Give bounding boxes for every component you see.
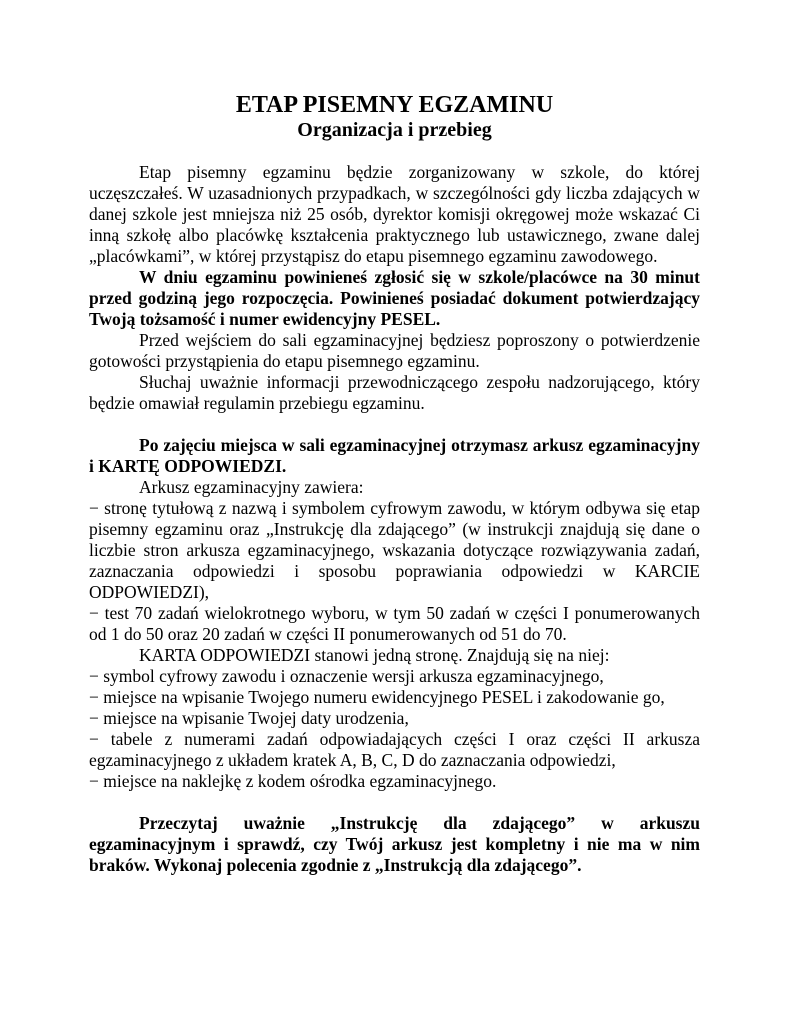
paragraph-readiness-confirmation: Przed wejściem do sali egzaminacyjnej będziesz poproszony o potwierdzenie gotowości przystąpienia do etapu pisemnego egzaminu. [89,330,700,371]
paragraph-receive-materials: Po zajęciu miejsca w sali egzaminacyjnej otrzymasz arkusz egzaminacyjny i KARTĘ ODPOWIEDZI. [89,435,700,476]
paragraph-sheet-contents-intro: Arkusz egzaminacyjny zawiera: [139,477,364,497]
list-item-pesel-field: − miejsce na wpisanie Twojego numeru ewidencyjnego PESEL i zakodowanie go, [89,687,665,707]
list-item-center-sticker: − miejsce na naklejkę z kodem ośrodka egzaminacyjnego. [89,771,497,791]
paragraph-spacer [89,414,700,435]
paragraph-read-instructions: Przeczytaj uważnie „Instrukcję dla zdającego” w arkuszu egzaminacyjnym i sprawdź, czy Twój arkusz jest kompletny i nie ma w nim braków. Wykonaj polecenia zgodnie z „Instrukcją dla zdającego”. [89,813,700,875]
document-page [89,92,700,876]
paragraph-exam-location: Etap pisemny egzaminu będzie zorganizowany w szkole, do której uczęszczałeś. W uzasadnionych przypadkach, w szczególności gdy liczba zdających w danej szkole jest mniejsza niż 25 osób, dyrektor komisji okręgowej może wskazać Ci inną szkołę albo placówkę kształcenia praktycznego lub ustawicznego, zwane dalej „placówkami”, w której przystąpisz do etapu pisemnego egzaminu zawodowego. [89,162,700,266]
document-title: ETAP PISEMNY EGZAMINU [235,92,554,118]
document-body [89,162,700,876]
list-item-birth-date: − miejsce na wpisanie Twojej daty urodzenia, [89,708,409,728]
document-subtitle: Organizacja i przebieg [297,119,492,141]
list-item-profession-symbol: − symbol cyfrowy zawodu i oznaczenie wersji arkusza egzaminacyjnego, [89,666,604,686]
list-item-answer-tables: − tabele z numerami zadań odpowiadających części I oraz części II arkusza egzaminacyjnego z układem kratek A, B, C, D do zaznaczania odpowiedzi, [89,729,700,770]
paragraph-spacer [89,792,700,813]
paragraph-listen-instructions: Słuchaj uważnie informacji przewodniczącego zespołu nadzorującego, który będzie omawiał regulamin przebiegu egzaminu. [89,372,700,413]
list-item-test-tasks: − test 70 zadań wielokrotnego wyboru, w tym 50 zadań w części I ponumerowanych od 1 do 50 oraz 20 zadań w części II ponumerowanych od 51 do 70. [89,603,700,644]
list-item-title-page: − stronę tytułową z nazwą i symbolem cyfrowym zawodu, w którym odbywa się etap pisemny egzaminu oraz „Instrukcję dla zdającego” (w instrukcji znajdują się dane o liczbie stron arkusza egzaminacyjnego, wskazania dotyczące rozwiązywania zadań, zaznaczania odpowiedzi i sposobu poprawiania odpowiedzi w KARCIE ODPOWIEDZI), [89,498,700,602]
paragraph-answer-card-intro: KARTA ODPOWIEDZI stanowi jedną stronę. Znajdują się na niej: [139,645,610,665]
paragraph-arrival-time: W dniu egzaminu powinieneś zgłosić się w szkole/placówce na 30 minut przed godziną jego rozpoczęcia. Powinieneś posiadać dokument potwierdzający Twoją tożsamość i numer ewidencyjny PESEL. [89,267,700,329]
